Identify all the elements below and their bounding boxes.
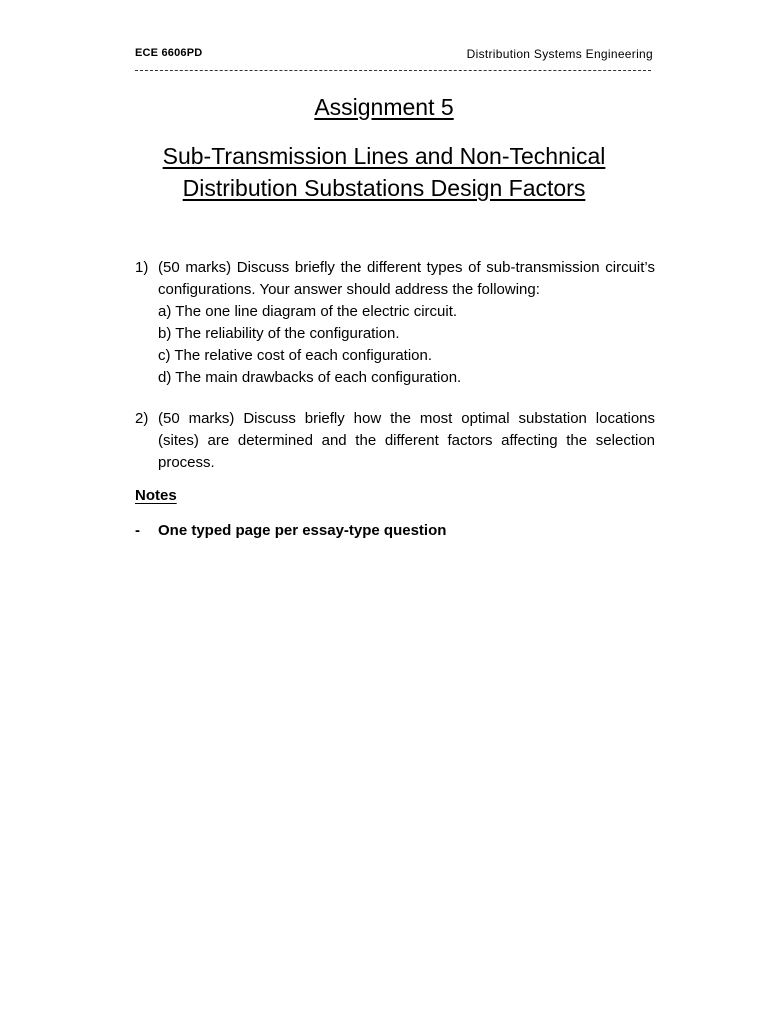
assignment-subtitle bbox=[0, 140, 768, 204]
assignment-title-text: Assignment 5 bbox=[314, 94, 454, 120]
header-divider bbox=[135, 70, 651, 71]
assignment-title bbox=[0, 94, 768, 121]
question-number: 2) bbox=[135, 410, 149, 427]
question-number: 1) bbox=[135, 259, 149, 276]
notes-heading: Notes bbox=[135, 487, 177, 504]
note-bullet: - bbox=[135, 522, 140, 539]
course-code: ECE 6606PD bbox=[135, 47, 203, 59]
subtitle-line-2: Distribution Substations Design Factors bbox=[182, 175, 586, 201]
subtitle-line-1: Sub-Transmission Lines and Non-Technical bbox=[162, 143, 606, 169]
question-text: (50 marks) Discuss briefly how the most optimal substation locations (sites) are determined and the different factors affecting the selection process. bbox=[158, 410, 655, 471]
question-item: b) The reliability of the configuration. bbox=[158, 325, 400, 342]
question-1 bbox=[135, 257, 655, 389]
question-body bbox=[158, 257, 655, 389]
question-text: (50 marks) Discuss briefly the different types of sub-transmission circuit’s configurations. Your answer should address the following: bbox=[158, 259, 655, 298]
course-subject: Distribution Systems Engineering bbox=[466, 47, 653, 61]
question-item: d) The main drawbacks of each configuration. bbox=[158, 369, 462, 386]
question-item: a) The one line diagram of the electric circuit. bbox=[158, 303, 458, 320]
page-header bbox=[135, 47, 653, 63]
question-2 bbox=[135, 408, 655, 474]
question-body bbox=[158, 408, 655, 474]
question-item: c) The relative cost of each configuration. bbox=[158, 347, 433, 364]
note-text: One typed page per essay-type question bbox=[158, 522, 447, 539]
